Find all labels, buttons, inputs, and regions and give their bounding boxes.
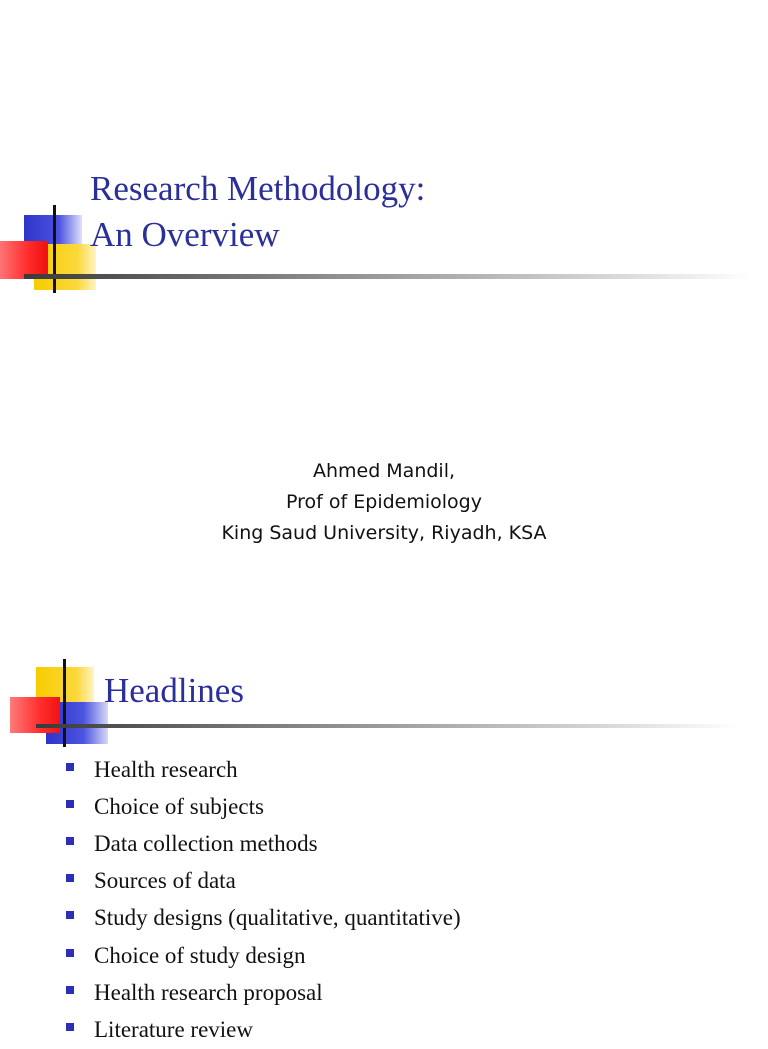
square-bullet-icon xyxy=(66,837,74,845)
square-bullet-icon xyxy=(66,986,74,994)
list-item xyxy=(66,825,461,862)
list-item-text: Study designs (qualitative, quantitative) xyxy=(94,905,461,931)
square-bullet-icon xyxy=(66,874,74,882)
list-item xyxy=(66,788,461,825)
horizontal-rule xyxy=(36,724,740,728)
list-item xyxy=(66,900,461,937)
list-item xyxy=(66,974,461,1011)
headlines-heading: Headlines xyxy=(104,671,244,710)
list-item-text: Literature review xyxy=(94,1016,253,1042)
list-item xyxy=(66,1011,461,1048)
list-item-text: Choice of study design xyxy=(94,942,306,968)
vertical-rule xyxy=(53,205,56,293)
author-title: Prof of Epidemiology xyxy=(286,491,482,513)
list-item xyxy=(66,751,461,788)
slide-title-line-2: An Overview xyxy=(90,215,280,254)
square-bullet-icon xyxy=(66,1023,74,1031)
list-item-text: Health research xyxy=(94,756,238,782)
list-item-text: Choice of subjects xyxy=(94,793,264,819)
square-bullet-icon xyxy=(66,763,74,771)
square-bullet-icon xyxy=(66,911,74,919)
author-affiliation: King Saud University, Riyadh, KSA xyxy=(221,522,547,544)
list-item-text: Health research proposal xyxy=(94,979,323,1005)
author-block xyxy=(0,456,768,549)
headlines-list xyxy=(66,751,461,1049)
list-item-text: Data collection methods xyxy=(94,830,318,856)
square-bullet-icon xyxy=(66,949,74,957)
vertical-rule xyxy=(63,659,66,747)
horizontal-rule xyxy=(24,274,752,279)
square-bullet-icon xyxy=(66,800,74,808)
slide-title xyxy=(90,166,425,258)
author-name: Ahmed Mandil, xyxy=(312,460,456,482)
list-item xyxy=(66,937,461,974)
list-item xyxy=(66,863,461,900)
slide-title-line-1: Research Methodology: xyxy=(90,169,426,208)
list-item-text: Sources of data xyxy=(94,868,236,894)
